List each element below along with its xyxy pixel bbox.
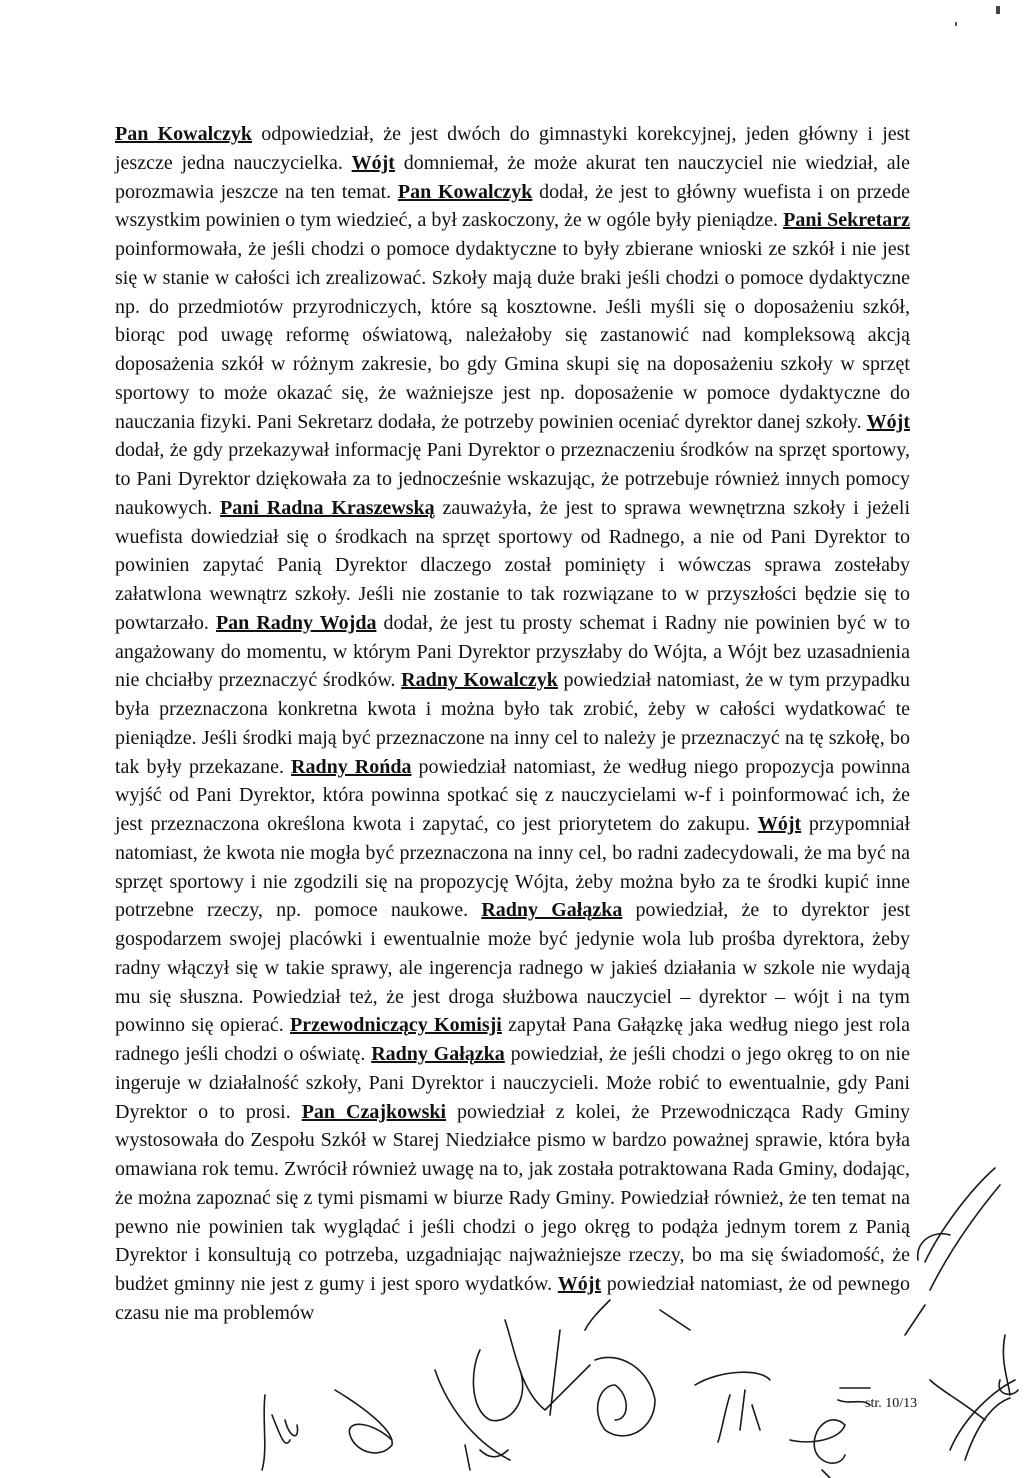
speaker-name: Radny Kowalczyk [401, 669, 558, 692]
minutes-body [115, 120, 910, 1328]
statement-text: dodał, że gdy przekazywał informację Pani Dyrektor o przeznaczeniu środków na sprzęt sportowy, to Pani Dyrektor dziękowała za to jednocześnie wskazując, że potrzebuje również innych pomocy naukowych. [115, 439, 910, 519]
speaker-name: Pani Radna Kraszewską [220, 496, 435, 519]
statement-text: powiedział natomiast, że od pewnego czasu nie ma problemów [115, 1273, 911, 1324]
speaker-name: Pani Sekretarz [783, 209, 911, 232]
speaker-name: Radny Gałązka [371, 1043, 505, 1065]
page-number: str. 10/13 [865, 1396, 918, 1411]
statement-text: poinformowała, że jeśli chodzi o pomoce dydaktyczne to były zbierane wnioski ze szkół i nie jest się w stanie w całości ich zrealizować. Szkoły mają duże braki jeśli chodzi o pomoce dydaktyczne np. do przedmiotów przyrodniczych, które są kosztowne. Jeśli myśli się o doposażeniu szkół, biorąc pod uwagę reformę oświatową, należałoby się zastanowić nad kompleksową akcją doposażenia szkół w różnym zakresie, bo gdy Gmina skupi się na doposażeniu szkoły w sprzęt sportowy to może okazać się, że ważniejsze jest np. doposażenie w pomoce dydaktyczne do nauczania fizyki. Pani Sekretarz dodała, że potrzeby powinien oceniać dyrektor danej szkoły. [115, 238, 910, 433]
statement-text: powiedział, że jeśli chodzi o jego okręg to on nie ingeruje w działalność szkoły, Pani Dyrektor i nauczycieli. Może robić to ewentualnie, gdy Pani Dyrektor o to prosi. [115, 1043, 910, 1123]
statement-text: domniemał, że może akurat ten nauczyciel nie wiedział, ale porozmawia jeszcze na ten temat. [115, 151, 910, 203]
statement-text: zapytał Pana Gałązkę jaka według niego jest rola radnego jeśli chodzi o oświatę. [115, 1014, 910, 1065]
speaker-name: Wójt [557, 1273, 602, 1295]
scan-mark [996, 6, 1000, 14]
speaker-name: Pan Kowalczyk [397, 180, 533, 203]
statement-text: przypomniał natomiast, że kwota nie mogła być przeznaczona na inny cel, bo radni zadecydowali, że ma być na sprzęt sportowy i nie zgodzili się na propozycję Wójta, żeby można było za te środki kupić inne potrzebne rzeczy, np. pomoce naukowe. [115, 813, 910, 922]
scan-dot [955, 22, 957, 26]
speaker-name: Radny Rońda [291, 755, 412, 778]
speaker-name: Wójt [757, 813, 802, 835]
statement-text: powiedział natomiast, że w tym przypadku była przeznaczona konkretna kwota i można było tak zrobić, żeby w całości wydatkować te pieniądze. Jeśli środki mają być przeznaczone na inny cel to należy je przeznaczyć na tę szkołę, bo tak były przekazane. [115, 669, 910, 778]
speaker-name: Pan Kowalczyk [115, 123, 252, 145]
statement-text: dodał, że jest to główny wuefista i on przede wszystkim powinien o tym wiedzieć, a był zaskoczony, że w ogóle były pieniądze. [115, 180, 910, 232]
speaker-name: Pan Czajkowski [301, 1100, 447, 1123]
statement-text: dodał, że jest tu prosty schemat i Radny nie powinien być w to angażowany do momentu, w którym Pani Dyrektor przyszłaby do Wójta, a Wójt bez uzasadnienia nie chciałby przeznaczyć środków. [115, 611, 910, 692]
statement-text: zauważyła, że jest to sprawa wewnętrzna szkoły i jeżeli wuefista dowiedział się o środkach na sprzęt sportowy od Radnego, a nie od Pani Dyrektor to powinien zapytać Panią Dyrektor dlaczego został pominięty i wówczas sprawa zostełaby załatwlona wewnątrz szkoły. Jeśli nie zostanie to tak rozwiązane to w przyszłości będzie się to powtarzało. [115, 496, 911, 634]
speaker-name: Wójt [866, 410, 910, 433]
speaker-name: Radny Gałązka [481, 899, 623, 922]
statement-text: powiedział natomiast, że według niego propozycja powinna wyjść od Pani Dyrektor, która powinna spotkać się z nauczycielami w-f i poinformować ich, że jest przeznaczona określona kwota i zapytać, co jest priorytetem do zakupu. [115, 755, 910, 835]
speaker-name: Przewodniczący Komisji [290, 1014, 502, 1037]
statement-text: odpowiedział, że jest dwóch do gimnastyki korekcyjnej, jeden główny i jest jeszcze jedna nauczycielka. [115, 123, 910, 174]
speaker-name: Pan Radny Wojda [215, 611, 377, 634]
statement-text: powiedział z kolei, że Przewodnicząca Rady Gminy wystosowała do Zespołu Szkół w Starej Niedziałce pismo w bardzo poważnej sprawie, która była omawiana rok temu. Zwrócił również uwagę na to, jak została potraktowana Rada Gminy, dodając, że można zapoznać się z tymi pismami w biurze Rady Gminy. Powiedział również, że ten temat na pewno nie powinien tak wyglądać i jeśli chodzi o jego okręg to podąża jednym torem z Panią Dyrektor i konsultują co potrzeba, uzgadniając najważniejsze rzeczy, bo ma się świadomość, że budżet gminny nie jest z gumy i jest sporo wydatków. [115, 1100, 910, 1295]
speaker-name: Wójt [351, 151, 395, 174]
statement-text: powiedział, że to dyrektor jest gospodarzem swojej placówki i ewentualnie może być jedynie wola lub prośba dyrektora, żeby radny włączył się w takie sprawy, ale ingerencja radnego w jakieś działania w szkole nie wydają mu się słuszna. Powiedział też, że jest droga służbowa nauczyciel – dyrektor – wójt i na tym powinno się opierać. [115, 899, 910, 1037]
